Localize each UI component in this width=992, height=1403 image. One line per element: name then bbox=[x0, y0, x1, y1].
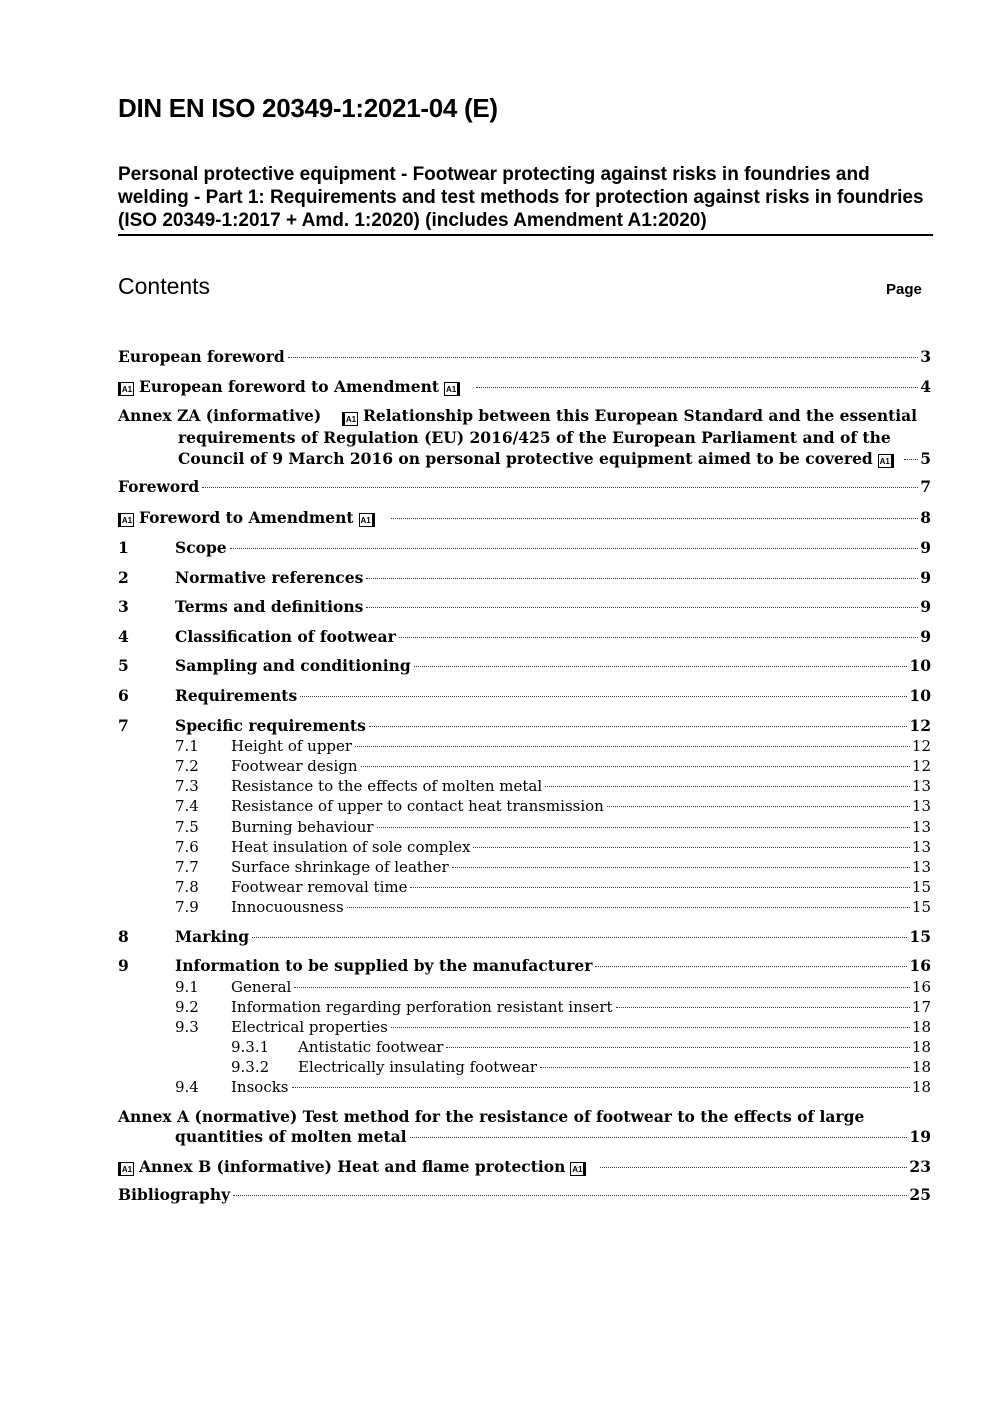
toc-label: quantities of molten metal bbox=[175, 1127, 407, 1146]
toc-entry-clause-9-3-2[interactable] bbox=[231, 1057, 931, 1077]
toc-entry-clause-9-3[interactable] bbox=[175, 1017, 931, 1037]
amendment-start-marker-icon: A1 bbox=[118, 382, 134, 396]
amendment-end-marker-icon: A1 bbox=[444, 382, 460, 396]
dot-leader bbox=[473, 847, 909, 848]
toc-entry-clause-9-2[interactable] bbox=[175, 997, 931, 1017]
toc-number: 9.2 bbox=[175, 998, 199, 1016]
toc-entry-clause-7-7[interactable] bbox=[175, 857, 931, 877]
toc-number: 5 bbox=[118, 656, 129, 675]
dot-leader bbox=[607, 806, 910, 807]
dot-leader bbox=[616, 1007, 910, 1008]
toc-page: 23 bbox=[909, 1157, 931, 1176]
toc-number: 9 bbox=[118, 956, 129, 975]
amendment-start-marker-icon: A1 bbox=[342, 412, 358, 426]
toc-page: 19 bbox=[909, 1127, 931, 1146]
toc-entry-foreword-amendment[interactable] bbox=[118, 508, 931, 528]
toc-number: 7.1 bbox=[175, 737, 199, 755]
annex-za-title-line3[interactable] bbox=[178, 449, 931, 469]
toc-page: 25 bbox=[909, 1185, 931, 1204]
toc-label: Normative references bbox=[175, 568, 364, 587]
toc-entry-clause-7-8[interactable] bbox=[175, 877, 931, 897]
dot-leader bbox=[300, 696, 907, 697]
toc-entry-clause-7-3[interactable] bbox=[175, 776, 931, 796]
annex-a-title-line1[interactable]: Annex A (normative) Test method for the resistance of footwear to the effects of large bbox=[118, 1107, 865, 1126]
toc-number: 8 bbox=[118, 927, 129, 946]
toc-number: 7.6 bbox=[175, 838, 199, 856]
toc-number: 2 bbox=[118, 568, 129, 587]
dot-leader bbox=[399, 637, 918, 638]
toc-entry-clause-9-1[interactable] bbox=[175, 977, 931, 997]
toc-label: General bbox=[231, 978, 292, 996]
amendment-end-marker-icon: A1 bbox=[570, 1162, 586, 1176]
dot-leader bbox=[369, 726, 908, 727]
page-column-label: Page bbox=[886, 281, 922, 298]
dot-leader bbox=[294, 987, 910, 988]
toc-label: Annex B (informative) Heat and flame protection bbox=[139, 1157, 566, 1176]
toc-entry-bibliography[interactable] bbox=[118, 1185, 931, 1205]
toc-label: Footwear removal time bbox=[231, 878, 408, 896]
toc-page: 5 bbox=[920, 449, 931, 468]
toc-entry-clause-3[interactable] bbox=[118, 597, 931, 617]
toc-page: 10 bbox=[909, 686, 931, 705]
dot-leader bbox=[410, 1137, 908, 1138]
toc-number: 9.3 bbox=[175, 1018, 199, 1036]
dot-leader bbox=[292, 1087, 910, 1088]
toc-entry-annex-b[interactable] bbox=[118, 1157, 931, 1177]
toc-entry-european-foreword[interactable] bbox=[118, 347, 931, 367]
toc-entry-clause-7-4[interactable] bbox=[175, 796, 931, 816]
toc-label: Footwear design bbox=[231, 757, 358, 775]
amendment-start-marker-icon: A1 bbox=[118, 1162, 134, 1176]
toc-number: 7 bbox=[118, 716, 129, 735]
dot-leader bbox=[545, 786, 910, 787]
dot-leader bbox=[904, 459, 918, 460]
toc-label: Requirements bbox=[175, 686, 298, 705]
toc-page: 13 bbox=[911, 797, 931, 815]
toc-entry-clause-6[interactable] bbox=[118, 686, 931, 706]
toc-page: 16 bbox=[909, 956, 931, 975]
toc-number: 6 bbox=[118, 686, 129, 705]
toc-number: 4 bbox=[118, 627, 129, 646]
toc-entry-annex-za[interactable] bbox=[118, 406, 917, 426]
toc-entry-clause-7-9[interactable] bbox=[175, 897, 931, 917]
dot-leader bbox=[366, 578, 918, 579]
toc-page: 15 bbox=[911, 878, 931, 896]
toc-page: 8 bbox=[920, 508, 931, 527]
toc-label: Resistance to the effects of molten metal bbox=[231, 777, 543, 795]
toc-entry-european-foreword-amendment[interactable] bbox=[118, 377, 931, 397]
toc-label: Terms and definitions bbox=[175, 597, 364, 616]
toc-label: Bibliography bbox=[118, 1185, 231, 1204]
toc-page: 13 bbox=[911, 838, 931, 856]
dot-leader bbox=[414, 666, 908, 667]
toc-label: Electrical properties bbox=[231, 1018, 388, 1036]
toc-page: 13 bbox=[911, 818, 931, 836]
toc-page: 10 bbox=[909, 656, 931, 675]
toc-label: Council of 9 March 2016 on personal protective equipment aimed to be covered bbox=[178, 449, 873, 468]
document-id: DIN EN ISO 20349-1:2021-04 (E) bbox=[118, 93, 498, 123]
toc-entry-clause-5[interactable] bbox=[118, 656, 931, 676]
dot-leader bbox=[446, 1047, 909, 1048]
toc-label: Insocks bbox=[231, 1078, 289, 1096]
toc-page: 9 bbox=[920, 597, 931, 616]
toc-label: Marking bbox=[175, 927, 250, 946]
toc-number: 7.9 bbox=[175, 898, 199, 916]
toc-label: Information regarding perforation resistant insert bbox=[231, 998, 613, 1016]
dot-leader bbox=[377, 827, 910, 828]
toc-page: 12 bbox=[911, 757, 931, 775]
dot-leader bbox=[252, 937, 907, 938]
toc-page: 9 bbox=[920, 538, 931, 557]
contents-heading: Contents bbox=[118, 273, 211, 299]
toc-entry-clause-7-2[interactable] bbox=[175, 756, 931, 776]
annex-za-title-line2: requirements of Regulation (EU) 2016/425 of the European Parliament and of the bbox=[178, 428, 891, 447]
toc-entry-clause-9-3-1[interactable] bbox=[231, 1037, 931, 1057]
dot-leader bbox=[595, 966, 907, 967]
toc-label: Sampling and conditioning bbox=[175, 656, 411, 675]
dot-leader bbox=[202, 487, 918, 488]
dot-leader bbox=[391, 1027, 910, 1028]
toc-number: 9.3.1 bbox=[231, 1038, 270, 1056]
dot-leader bbox=[600, 1167, 907, 1168]
toc-page: 18 bbox=[911, 1058, 931, 1076]
toc-page: 13 bbox=[911, 777, 931, 795]
toc-label: Height of upper bbox=[231, 737, 353, 755]
toc-number: 1 bbox=[118, 538, 129, 557]
dot-leader bbox=[361, 766, 910, 767]
dot-leader bbox=[347, 907, 910, 908]
toc-page: 18 bbox=[911, 1038, 931, 1056]
toc-label: Burning behaviour bbox=[231, 818, 374, 836]
toc-entry-foreword[interactable] bbox=[118, 477, 931, 497]
toc-page: 15 bbox=[911, 898, 931, 916]
toc-label: Foreword to Amendment bbox=[139, 508, 354, 527]
dot-leader bbox=[230, 548, 919, 549]
toc-page: 12 bbox=[909, 716, 931, 735]
toc-entry-clause-7-5[interactable] bbox=[175, 817, 931, 837]
toc-label: Surface shrinkage of leather bbox=[231, 858, 449, 876]
dot-leader bbox=[476, 387, 918, 388]
document-title: Personal protective equipment - Footwear protecting against risks in foundries and welding - Part 1: Requirements and test methods for protection against risks in foundries (ISO 20349-1:2017 + Amd. 1:2020) (includes Amendment A1:2020) bbox=[118, 163, 933, 236]
dot-leader bbox=[391, 518, 919, 519]
toc-label: Antistatic footwear bbox=[298, 1038, 444, 1056]
dot-leader bbox=[410, 887, 909, 888]
toc-entry-clause-7-1[interactable] bbox=[175, 736, 931, 756]
toc-page: 15 bbox=[909, 927, 931, 946]
dot-leader bbox=[233, 1195, 907, 1196]
dot-leader bbox=[452, 867, 910, 868]
toc-entry-clause-1[interactable] bbox=[118, 538, 931, 558]
toc-page: 13 bbox=[911, 858, 931, 876]
toc-entry-clause-9-4[interactable] bbox=[175, 1077, 931, 1097]
amendment-end-marker-icon: A1 bbox=[878, 454, 894, 468]
dot-leader bbox=[366, 607, 918, 608]
toc-page: 4 bbox=[920, 377, 931, 396]
annex-za-prefix: Annex ZA (informative) bbox=[118, 406, 322, 425]
toc-page: 3 bbox=[920, 347, 931, 366]
toc-label: European foreword bbox=[118, 347, 285, 366]
toc-number: 9.4 bbox=[175, 1078, 199, 1096]
toc-number: 7.7 bbox=[175, 858, 199, 876]
toc-label: Specific requirements bbox=[175, 716, 366, 735]
toc-entry-clause-7-6[interactable] bbox=[175, 837, 931, 857]
toc-label: Electrically insulating footwear bbox=[298, 1058, 538, 1076]
annex-za-title-line1: Relationship between this European Standard and the essential bbox=[362, 406, 918, 425]
toc-page: 16 bbox=[911, 978, 931, 996]
toc-number: 9.3.2 bbox=[231, 1058, 270, 1076]
toc-label: Heat insulation of sole complex bbox=[231, 838, 471, 856]
toc-number: 7.3 bbox=[175, 777, 199, 795]
toc-entry-clause-4[interactable] bbox=[118, 627, 931, 647]
dot-leader bbox=[540, 1067, 910, 1068]
toc-page: 17 bbox=[911, 998, 931, 1016]
toc-label: Resistance of upper to contact heat transmission bbox=[231, 797, 604, 815]
amendment-start-marker-icon: A1 bbox=[118, 513, 134, 527]
toc-label: Classification of footwear bbox=[175, 627, 396, 646]
toc-number: 7.2 bbox=[175, 757, 199, 775]
dot-leader bbox=[288, 357, 918, 358]
toc-page: 18 bbox=[911, 1078, 931, 1096]
toc-page: 18 bbox=[911, 1018, 931, 1036]
toc-entry-annex-a[interactable] bbox=[175, 1127, 931, 1147]
toc-page: 12 bbox=[911, 737, 931, 755]
toc-label: Information to be supplied by the manufacturer bbox=[175, 956, 593, 975]
toc-label: Innocuousness bbox=[231, 898, 344, 916]
toc-number: 9.1 bbox=[175, 978, 199, 996]
toc-number: 3 bbox=[118, 597, 129, 616]
toc-label: European foreword to Amendment bbox=[139, 377, 440, 396]
toc-number: 7.8 bbox=[175, 878, 199, 896]
toc-page: 9 bbox=[920, 568, 931, 587]
toc-page: 7 bbox=[920, 477, 931, 496]
toc-label: Foreword bbox=[118, 477, 200, 496]
toc-entry-clause-8[interactable] bbox=[118, 927, 931, 947]
toc-label: Scope bbox=[175, 538, 227, 557]
toc-page: 9 bbox=[920, 627, 931, 646]
toc-entry-clause-9[interactable] bbox=[118, 956, 931, 976]
dot-leader bbox=[355, 746, 910, 747]
toc-entry-clause-7[interactable] bbox=[118, 716, 931, 736]
amendment-end-marker-icon: A1 bbox=[359, 513, 375, 527]
toc-entry-clause-2[interactable] bbox=[118, 568, 931, 588]
toc-number: 7.5 bbox=[175, 818, 199, 836]
toc-number: 7.4 bbox=[175, 797, 199, 815]
